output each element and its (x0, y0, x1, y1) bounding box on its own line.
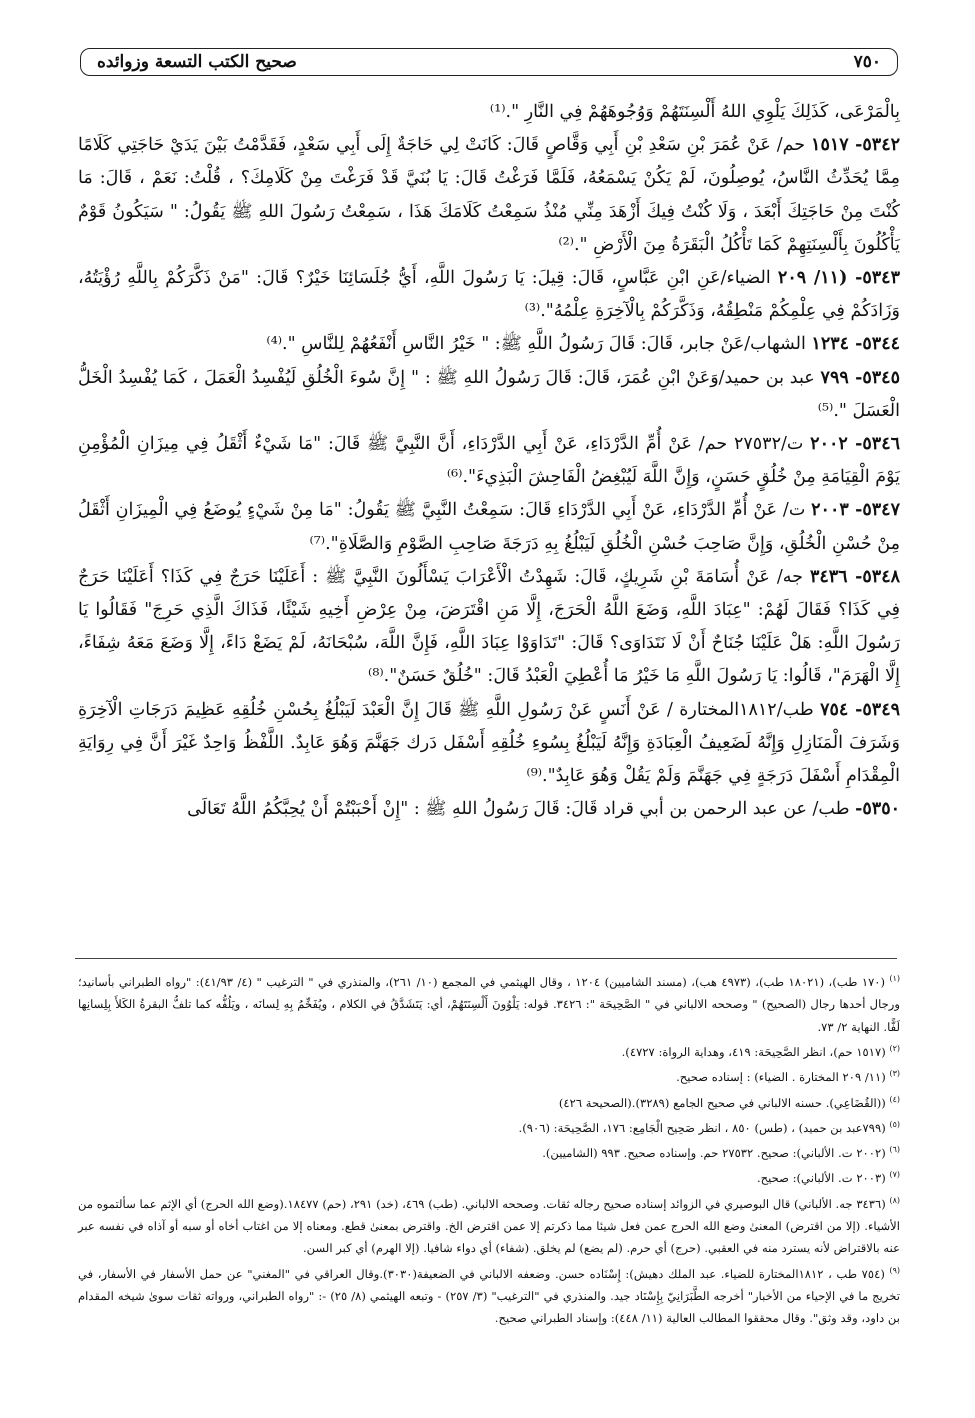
footnote (78, 968, 900, 1038)
footnote-mark: (٥) (889, 1119, 900, 1129)
footnotes (78, 968, 900, 1330)
footnote (78, 1089, 900, 1114)
paragraph (78, 561, 900, 694)
footnote-mark: (٨) (889, 1195, 901, 1205)
footnote (78, 1038, 900, 1063)
footnote-text: (٣٤٣٦ جه. الألباني) قال البوصيري في الزوائد إسناده صحيح رجاله ثقات. وصححه الالباني. (طب) ٤٦٩، (خد) ٢٩١، (حم) ١٨٤٧٧.(وضع الله الحرج) أي الإثم عما سألتموه من الأشياء. (إلا من اقترض) المعنىٰ وضع الله الحرج عمن فعل شيئا مما ذكرتم إلا عمن اقترض الخ. واقترض بمعنىٰ قطع. ومعناه إلا من اغتاب أخاه أو سبه أو آذاه في نفسه عبر عنه بالاقتراض لأنه يسترد منه في العقبي. (حرج) أي حرم. (لم يضع) لم يخلق. (شفاء) أي دواء شافيا. (إلا الهرم) أي كبر السن. (78, 1196, 900, 1256)
footnote-mark: (٣) (889, 1069, 900, 1079)
footnote (78, 1164, 900, 1189)
paragraph (78, 129, 900, 262)
paragraph-text: طب/ عن عبد الرحمن بن أبي قراد قَالَ: قَالَ رَسُولُ اللهِ ﷺ : "إِنْ أَحْبَبْتُمْ أَنْ يُحِبَّكُمُ اللَّهُ تَعَالَى (187, 799, 850, 820)
paragraph-text: ت/ عَنْ أُمِّ الدَّرْدَاءِ، عَنْ أَبِي الدَّرْدَاءِ قَالَ: سَمِعْتُ النَّبِيَّ ﷺ يَقُولُ: "مَا مِنْ شَيْءٍ يُوضَعُ فِي الْمِيزَانِ أَثْقَلُ مِنْ حُسْنِ الْخُلُقِ، وَإِنَّ صَاحِبَ حُسْنِ الْخُلُقِ لَيَبْلُغُ بِهِ دَرَجَةَ صَاحِبِ الصَّوْمِ وَالصَّلَاةِ".⁽⁷⁾ (78, 500, 900, 554)
paragraph-number: ٥٣٤٨- ٣٤٣٦ (809, 566, 900, 587)
book-title: صحيح الكتب التسعة وزوائده (97, 52, 297, 72)
paragraph-text: جه/ عَنْ أُسَامَةَ بْنِ شَرِيكٍ، قَالَ: شَهِدْتُ الْأَعْرَابَ يَسْأَلُونَ النَّبِيَّ ﷺ : أَعَلَيْنَا حَرَجٌ فِي كَذَا؟ أَعَلَيْنَا حَرَجٌ فِي كَذَا؟ فَقَالَ لَهُمْ: "عِبَادَ اللَّهِ، وَضَعَ اللَّهُ الْحَرَجَ، إِلَّا مَنِ اقْتَرَضَ، مِنْ عِرْضِ أَخِيهِ شَيْئًا، فَذَاكَ الَّذِي حَرِجَ" فَقَالُوا يَا رَسُولَ اللَّهِ: هَلْ عَلَيْنَا جُنَاحٌ أَنْ لَا نَتَدَاوَى؟ قَالَ: "تَدَاوَوْا عِبَادَ اللَّهِ، فَإِنَّ اللَّهَ، سُبْحَانَهُ، لَمْ يَضَعْ دَاءً، إِلَّا وَضَعَ مَعَهُ شِفَاءً، إِلَّا الْهَرَمَ"، قَالُوا: يَا رَسُولَ اللَّهِ مَا خَيْرُ مَا أُعْطِيَ الْعَبْدُ قَالَ: "خُلُقٌ حَسَنٌ".⁽⁸⁾ (78, 566, 900, 687)
paragraph-number: ٥٣٤٥- ٧٩٩ (820, 367, 900, 388)
paragraph (78, 328, 900, 361)
footnote-text: (١١/ ٢٠٩ المختارة . الضياء) : إسناده صحيح. (676, 1070, 886, 1085)
footnote (78, 1190, 900, 1260)
footnote-text: (٧٥٤ طب ، ١٨١٢المختارة للضياء. عبد الملك دهيش): إِسْنَاده حسن. وضعفه الالباني في الضعيفة(٣٠٣٠).وقال العراقي في "المغني" عن حمل الأسفار في الأسفار، في تخريج ما في الإحياء من الأخبار" أخرجه الطَّبَرَانِيّ بِإِسْنَاد جيد. والمنذري في "الترغيب" (٣/ ٢٥٧) - وتبعه الهيثمي (٨/ ٢٥) -: "رواه الطبراني، ورواته ثقات سوىٰ شيخه المقدام بن داود، وقد وثق". وقال محققوا المطالب العالية (١١/ ٤٤٨): وإسناد الطبراني صحيح. (78, 1266, 901, 1326)
footnote-mark: (٤) (889, 1094, 900, 1104)
footnote-text: (٧٩٩عبد بن حميد) ، (طس) ٨٥٠ ، انظر صَحِيح الْجَامِع: ١٧٦، الصَّحِيحَة: (٩٠٦). (518, 1120, 886, 1135)
footnote-mark: (٢) (889, 1044, 900, 1054)
paragraph (78, 96, 900, 129)
paragraph (78, 362, 900, 428)
footnote-mark: (٩) (889, 1265, 901, 1275)
paragraph (78, 694, 900, 794)
footnote (78, 1260, 900, 1330)
footnote-text: (١٥١٧ حم)، انظر الصَّحِيحَة: ٤١٩، وهداية الرواة: ٤٧٢٧). (621, 1044, 886, 1059)
footnote (78, 1063, 900, 1088)
footnote-mark: (٦) (889, 1145, 900, 1155)
paragraph (78, 262, 900, 328)
main-text (78, 96, 900, 826)
paragraph (78, 494, 900, 560)
footnote-text: (٢٠٠٢ ت. الألباني): صحيح. ٢٧٥٣٢ حم. وإسناده صحيح. ٩٩٣ (الشاميين). (542, 1146, 886, 1160)
paragraph-text: ت/٢٧٥٣٢ حم/ عَنْ أُمِّ الدَّرْدَاءِ، عَنْ أَبِي الدَّرْدَاءِ، أَنَّ النَّبِيَّ ﷺ قَالَ: "مَا شَيْءٌ أَثْقَلُ فِي مِيزَانِ الْمُؤْمِنِ يَوْمَ الْقِيَامَةِ مِنْ خُلُقٍ حَسَنٍ، وَإِنَّ اللَّهَ لَيُبْغِضُ الْفَاحِشَ الْبَذِيءَ".⁽⁶⁾ (78, 434, 900, 488)
paragraph-text: الشهاب/عَنْ جابر، قَالَ: قَالَ رَسُولُ اللَّهِ ﷺ: " خَيْرُ النَّاسِ أَنْفَعُهُمْ لِلنَّاسِ ".⁽⁴⁾ (266, 334, 806, 355)
footnote-mark: (٧) (889, 1170, 900, 1180)
footnote (78, 1139, 900, 1164)
page-header (80, 48, 898, 76)
paragraph-number: ٥٣٤٣- (١١/ ٢٠٩ (777, 268, 900, 289)
footnote-text: (١٧٠ طب)، (١٨٠٢١ طب)، (٤٩٧٣ هب)، (مسند الشاميين) ١٢٠٤ ، وقال الهيثمي في المجمع (١٠/ ٢٦١)، والمنذري في " الترغيب " (٤/ ٤١/٩٣): "رواه الطبراني بأسانيد؛ ورجال أحدها رجال (الصحيح) " وصححه الالباني في " الصَّحِيحَة ": ٣٤٢٦. قوله: يَلْوُونَ أَلْسِنَتَهُمْ، أي: يَتَشَدَّقُ في الكلام ، ويُفَخِّمُ بِهِ لِسانَه ، ويَلُفُّه كما تلفُّ البقرةُ الكَلأَ بِلِسانِها لَفًّا. النهاية ٢/ ٧٣. (78, 974, 900, 1034)
footnote-mark: (١) (889, 974, 901, 983)
page-number: ٧٥٠ (853, 52, 881, 72)
paragraph-number: ٥٣٤٤- ١٢٣٤ (811, 334, 900, 355)
paragraph-text: طب/١٨١٢المختارة / عَنْ أَنَسٍ عَنْ رَسُولِ اللَّهِ ﷺ قَالَ إِنَّ الْعَبْدَ لَيَبْلُغُ بِحُسْنِ خُلُقِهِ عَظِيمَ دَرَجَاتِ الْآخِرَةِ وَشَرَفَ الْمَنَازِلِ وَإِنَّهُ لَضَعِيفُ الْعِبَادَةِ وَإِنَّهُ لَيَبْلُغُ بِسُوءِ خُلُقِهِ أَسْفَل دَرك جَهَنَّمَ وَهُوَ عَابِدٌ. اللَّفْظُ وَاحِدٌ غَيْرَ أَنَّ فِي رِوَايَةِ الْمِقْدَامِ أَسْفَلَ دَرَجَةٍ فِي جَهَنَّمَ وَلَمْ يَقُلْ وَهُوَ عَابِدٌ".⁽⁹⁾ (78, 699, 900, 787)
paragraph (78, 793, 900, 826)
paragraph-text: عبد بن حميد/وَعَنْ ابْنِ عُمَرَ، قَالَ: قَالَ رَسُولُ اللهِ ﷺ : " إِنَّ سُوءَ الْخُلُقِ لَيُفْسِدُ الْعَمَلَ ، كَمَا يُفْسِدُ الْخَلُّ الْعَسَلَ ".⁽⁵⁾ (78, 367, 900, 421)
footnote-text: (٢٠٠٣ ت. الألباني): صحيح. (756, 1171, 886, 1186)
paragraph-number: ٥٣٤٩- ٧٥٤ (820, 699, 900, 720)
footnote-separator (75, 958, 897, 959)
footnote (78, 1114, 900, 1139)
paragraph (78, 428, 900, 494)
paragraph-text: بِالْمَرْعَى، كَذَلِكَ يَلْوِي اللهُ أَلْسِنَتَهُمْ وَوُجُوهَهُمْ فِي النَّارِ ".⁽¹⁾ (489, 102, 900, 122)
paragraph-number: ٥٣٤٦- ٢٠٠٢ (810, 434, 900, 455)
paragraph-number: ٥٣٥٠- (855, 799, 900, 820)
paragraph-number: ٥٣٤٢- ١٥١٧ (811, 135, 900, 156)
paragraph-text: الضياء/عَنِ ابْنِ عَبَّاسٍ، قَالَ: قِيلَ: يَا رَسُولَ اللَّهِ، أَيُّ جُلَسَائِنَا خَيْرٌ؟ قَالَ: "مَنْ ذَكَّرَكُمْ بِاللَّهِ رُؤْيَتُهُ، وَزَادَكُمْ فِي عِلْمِكُمْ مَنْطِقُهُ، وَذَكَّرَكُمْ بِالْآخِرَةِ عِلْمُهُ".⁽³⁾ (78, 268, 900, 322)
paragraph-text: حم/ عَنْ عُمَرَ بْنِ سَعْدِ بْنِ أَبِي وَقَّاصٍ قَالَ: كَانَتْ لِي حَاجَةٌ إِلَى أَبِي سَعْدٍ، فَقَدَّمْتُ بَيْنَ يَدَيْ حَاجَتِي كَلَامًا مِمَّا يُحَدِّثُ النَّاسُ، يُوصِلُونَ، لَمْ يَكُنْ يَسْمَعُهُ، فَلَمَّا فَرَغْتُ قَالَ: يَا بُنَيَّ قَدْ فَرَغْتَ مِنْ كَلَامِكَ؟ ، قُلْتُ: نَعَمْ ، قَالَ: مَا كُنْتَ مِنْ حَاجَتِكَ أَبْعَدَ ، وَلَا كُنْتُ فِيكَ أَزْهَدَ مِنِّي مُنْذُ سَمِعْتُ كَلَامَكَ هَذَا ، سَمِعْتُ رَسُولَ اللهِ ﷺ يَقُولُ: " سَيَكُونُ قَوْمٌ يَأْكُلُونَ بِأَلْسِنَتِهِمْ كَمَا تَأْكُلُ الْبَقَرَةُ مِنَ الْأَرْضِ ".⁽²⁾ (78, 135, 900, 255)
paragraph-number: ٥٣٤٧- ٢٠٠٣ (811, 500, 900, 521)
footnote-text: ((القُضَاعِي). حسنه الالباني في صحيح الجامع (٣٢٨٩).(الصحيحة ٤٢٦) (558, 1095, 886, 1110)
